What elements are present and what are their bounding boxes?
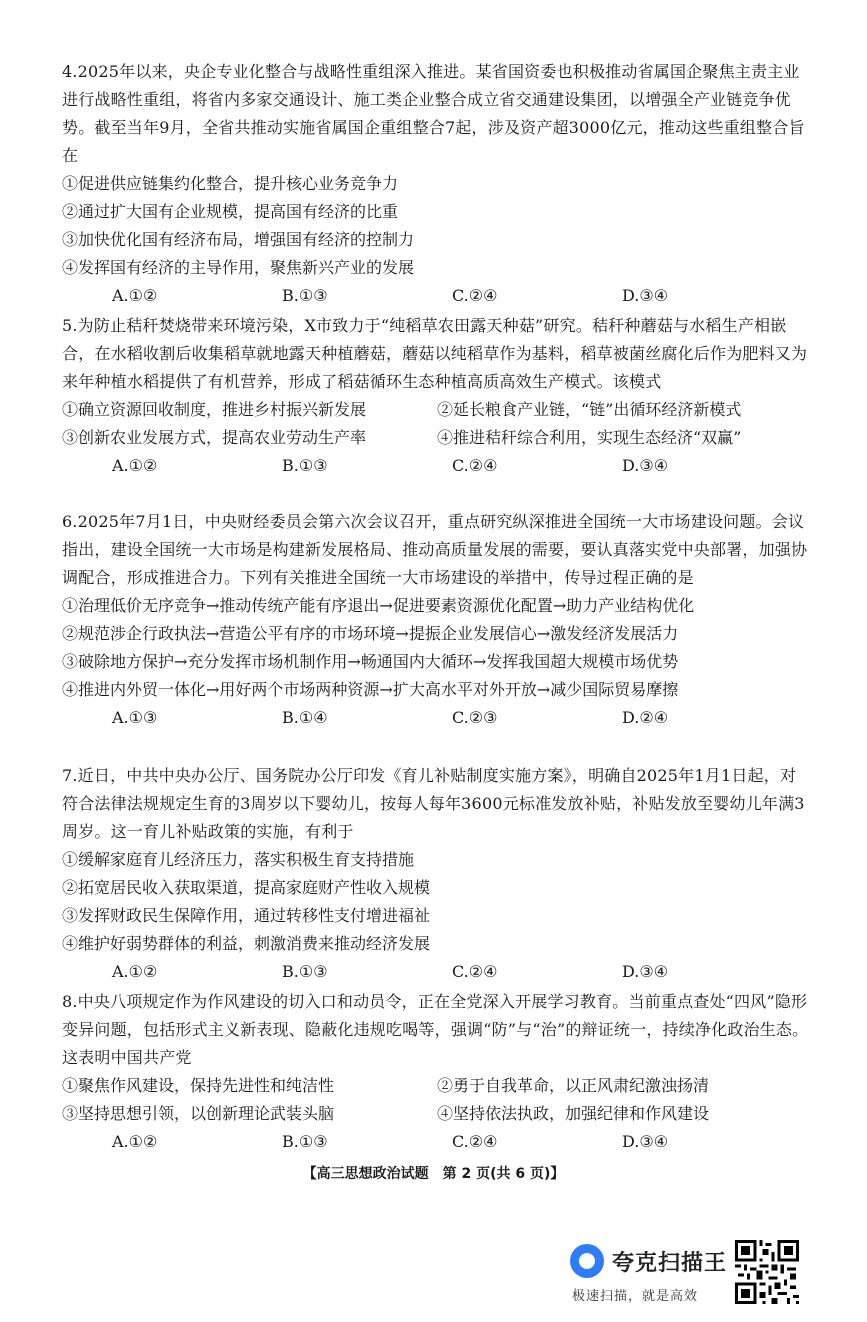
option-4: ④发挥国有经济的主导作用，聚焦新兴产业的发展 (62, 258, 415, 277)
option-1: ①缓解家庭育儿经济压力，落实积极生育支持措施 (62, 850, 415, 869)
answer-c: C.②④ (452, 456, 498, 475)
answer-d: D.③④ (622, 962, 669, 981)
answer-a: A.①② (112, 1132, 158, 1151)
answer-b: B.①④ (282, 708, 328, 727)
option-3: ③坚持思想引领，以创新理论武装头脑 (62, 1104, 335, 1123)
option-3: ③破除地方保护→充分发挥市场机制作用→畅通国内大循环→发挥我国超大规模市场优势 (62, 652, 679, 671)
answer-d: D.③④ (622, 286, 669, 305)
option-row (62, 1100, 812, 1128)
question-stem: 5.为防止秸秆焚烧带来环境污染，X市致力于“纯稻草农田露天种菇”研究。秸秆种蘑菇与水稻生产相嵌合，在水稻收割后收集稻草就地露天种植蘑菇，蘑菇以纯稻草作为基料，稻草被菌丝腐化后作为肥料又为来年种植水稻提供了有机营养，形成了稻菇循环生态种植高质高效生产模式。该模式 (62, 316, 808, 391)
option-row (62, 424, 812, 452)
option-1: ①治理低价无序竞争→推动传统产能有序退出→促进要素资源优化配置→助力产业结构优化 (62, 596, 695, 615)
option-1: ①促进供应链集约化整合，提升核心业务竞争力 (62, 174, 399, 193)
question-6 (62, 508, 812, 732)
answer-a: A.①② (112, 456, 158, 475)
option-1: ①聚焦作风建设，保持先进性和纯洁性 (62, 1076, 335, 1095)
answer-choices (112, 1128, 812, 1156)
brand-slogan: 极速扫描，就是高效 (572, 1289, 699, 1304)
option-1: ①确立资源回收制度，推进乡村振兴新发展 (62, 400, 367, 419)
question-7 (62, 762, 812, 986)
option-2: ②规范涉企行政执法→营造公平有序的市场环境→提振企业发展信心→激发经济发展活力 (62, 624, 679, 643)
question-5 (62, 312, 812, 480)
page-footer: 【高三思想政治试题 第 2 页(共 6 页)】 (302, 1166, 565, 1182)
option-4: ④推进内外贸一体化→用好两个市场两种资源→扩大高水平对外开放→减少国际贸易摩擦 (62, 680, 679, 699)
answer-d: D.②④ (622, 708, 669, 727)
answer-c: C.②④ (452, 286, 498, 305)
answer-a: A.①③ (112, 708, 158, 727)
option-2: ②拓宽居民收入获取渠道，提高家庭财产性收入规模 (62, 878, 431, 897)
scanner-watermark (570, 1240, 740, 1310)
option-3: ③加快优化国有经济布局，增强国有经济的控制力 (62, 230, 415, 249)
option-4: ④坚持依法执政，加强纪律和作风建设 (437, 1104, 710, 1123)
answer-d: D.③④ (622, 456, 669, 475)
option-3: ③创新农业发展方式，提高农业劳动生产率 (62, 428, 367, 447)
answer-a: A.①② (112, 286, 158, 305)
answer-d: D.③④ (622, 1132, 669, 1151)
option-3: ③发挥财政民生保障作用，通过转移性支付增进福祉 (62, 906, 431, 925)
option-2: ②延长粮食产业链，“链”出循环经济新模式 (437, 400, 742, 419)
question-stem: 4.2025年以来，央企专业化整合与战略性重组深入推进。某省国资委也积极推动省属国企聚焦主责主业进行战略性重组，将省内多家交通设计、施工类企业整合成立省交通建设集团，以增强全产业链竞争优势。截至当年9月，全省共推动实施省属国企重组整合7起，涉及资产超3000亿元，推动这些重组整合旨在 (62, 62, 805, 165)
answer-b: B.①③ (282, 1132, 328, 1151)
qr-code-icon (735, 1240, 799, 1304)
option-2: ②通过扩大国有企业规模，提高国有经济的比重 (62, 202, 399, 221)
quark-logo-icon (570, 1244, 604, 1278)
answer-b: B.①③ (282, 456, 328, 475)
question-stem: 7.近日，中共中央办公厅、国务院办公厅印发《育儿补贴制度实施方案》，明确自2025年1月1日起，对符合法律法规规定生育的3周岁以下婴幼儿，按每人每年3600元标准发放补贴，补贴发放至婴幼儿年满3周岁。这一育儿补贴政策的实施，有利于 (62, 766, 805, 841)
answer-choices (112, 958, 812, 986)
option-4: ④推进秸秆综合利用，实现生态经济“双赢” (437, 428, 742, 447)
answer-b: B.①③ (282, 286, 328, 305)
question-8 (62, 988, 812, 1156)
question-stem: 8.中央八项规定作为作风建设的切入口和动员令，正在全党深入开展学习教育。当前重点查处“四风”隐形变异问题，包括形式主义新表现、隐蔽化违规吃喝等，强调“防”与“治”的辩证统一，持续净化政治生态。这表明中国共产党 (62, 992, 809, 1067)
answer-a: A.①② (112, 962, 158, 981)
answer-c: C.②④ (452, 962, 498, 981)
option-2: ②勇于自我革命，以正风肃纪激浊扬清 (437, 1076, 710, 1095)
option-row (62, 1072, 812, 1100)
option-row (62, 396, 812, 424)
brand-name: 夸克扫描王 (612, 1251, 728, 1276)
answer-choices (112, 704, 812, 732)
answer-c: C.②③ (452, 708, 498, 727)
answer-choices (112, 452, 812, 480)
option-4: ④维护好弱势群体的利益，刺激消费来推动经济发展 (62, 934, 431, 953)
question-stem: 6.2025年7月1日，中央财经委员会第六次会议召开，重点研究纵深推进全国统一大市场建设问题。会议指出，建设全国统一大市场是构建新发展格局、推动高质量发展的需要，要认真落实党中央部署，加强协调配合，形成推进合力。下列有关推进全国统一大市场建设的举措中，传导过程正确的是 (62, 512, 808, 587)
answer-c: C.②④ (452, 1132, 498, 1151)
answer-choices (112, 282, 812, 310)
question-4 (62, 58, 812, 310)
answer-b: B.①③ (282, 962, 328, 981)
